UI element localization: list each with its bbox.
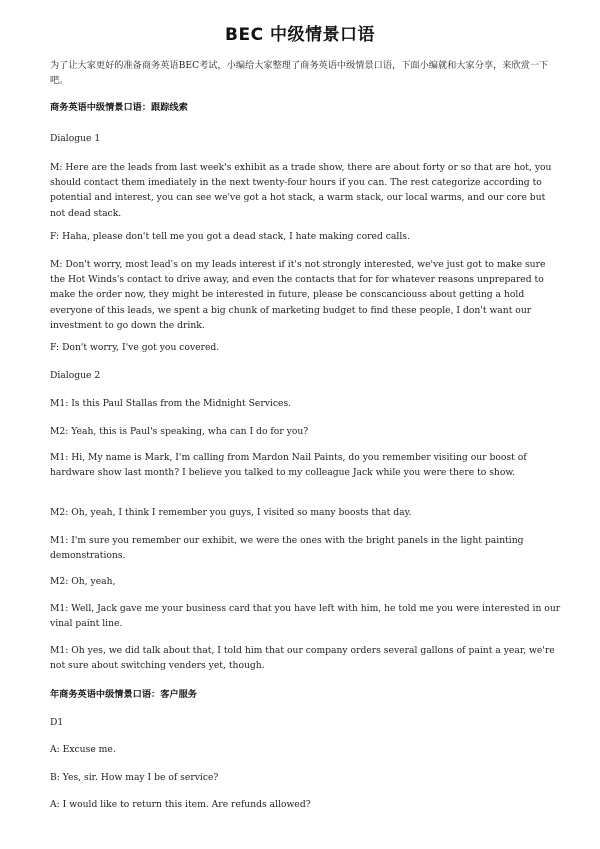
d1-label: D1 xyxy=(50,717,64,728)
dialogue2-line: M2: Yeah, this is Paul's speaking, wha can I do for you? xyxy=(50,426,309,437)
d1-line: A: I would like to return this item. Are refunds allowed? xyxy=(50,799,311,810)
intro-paragraph: 为了让大家更好的准备商务英语BEC考试，小编给大家整理了商务英语中级情景口语，下面小编就和大家分享，来欣赏一下吧。 xyxy=(50,60,549,87)
dialogue2-label: Dialogue 2 xyxy=(50,370,101,381)
section2-heading: 年商务英语中级情景口语：客户服务 xyxy=(50,689,197,700)
d1-line: A: Excuse me. xyxy=(50,744,116,755)
dialogue2-line: M2: Oh, yeah, xyxy=(50,576,116,587)
d1-line: B: Yes, sir. How may I be of service? xyxy=(50,772,219,783)
dialogue2-line: M2: Oh, yeah, I think I remember you guys, I visited so many boosts that day. xyxy=(50,507,412,518)
dialogue2-line: M1: Oh yes, we did talk about that, I told him that our company orders several gallons of paint a year, we're not sure about switching venders yet, though. xyxy=(50,645,555,672)
section1-heading: 商务英语中级情景口语：跟踪线索 xyxy=(50,102,188,113)
dialogue2-line: M1: Well, Jack gave me your business card that you have left with him, he told me you were interested in our vinal paint line. xyxy=(50,603,561,630)
dialogue2-line: M1: Is this Paul Stallas from the Midnight Services. xyxy=(50,398,292,409)
dialogue1-line: F: Don't worry, I've got you covered. xyxy=(50,342,220,353)
dialogue1-line: M: Here are the leads from last week's exhibit as a trade show, there are about forty or so that are hot, you should contact them imediately in the next twenty-four hours if you can. The rest categorize according to potential and interest, you can see we've got a hot stack, a warm stack, our local warms, and our core but not dead stack. xyxy=(50,162,552,219)
dialogue1-label: Dialogue 1 xyxy=(50,133,101,144)
dialogue1-line: M: Don't worry, most lead's on my leads interest if it's not strongly interested, we've just got to make sure the Hot Winds's contact to drive away, and even the contacts that for for whatever reasons unprepared to make the order now, they might be interested in future, please be conscanciouss about getting a hold everyone of this leads, we spent a big chunk of marketing budget to find these people, I don't want our investment to go down the drink. xyxy=(50,259,546,331)
dialogue2-line: M1: Hi, My name is Mark, I'm calling from Mardon Nail Paints, do you remember visiting our boost of hardware show last month? I believe you talked to my colleague Jack while you were there to show. xyxy=(50,452,527,479)
page-title: BEC 中级情景口语 xyxy=(225,25,375,45)
dialogue2-line: M1: I'm sure you remember our exhibit, we were the ones with the bright panels in the light painting demonstrations. xyxy=(50,535,524,562)
dialogue1-line: F: Haha, please don't tell me you got a dead stack, I hate making cored calls. xyxy=(50,231,410,242)
